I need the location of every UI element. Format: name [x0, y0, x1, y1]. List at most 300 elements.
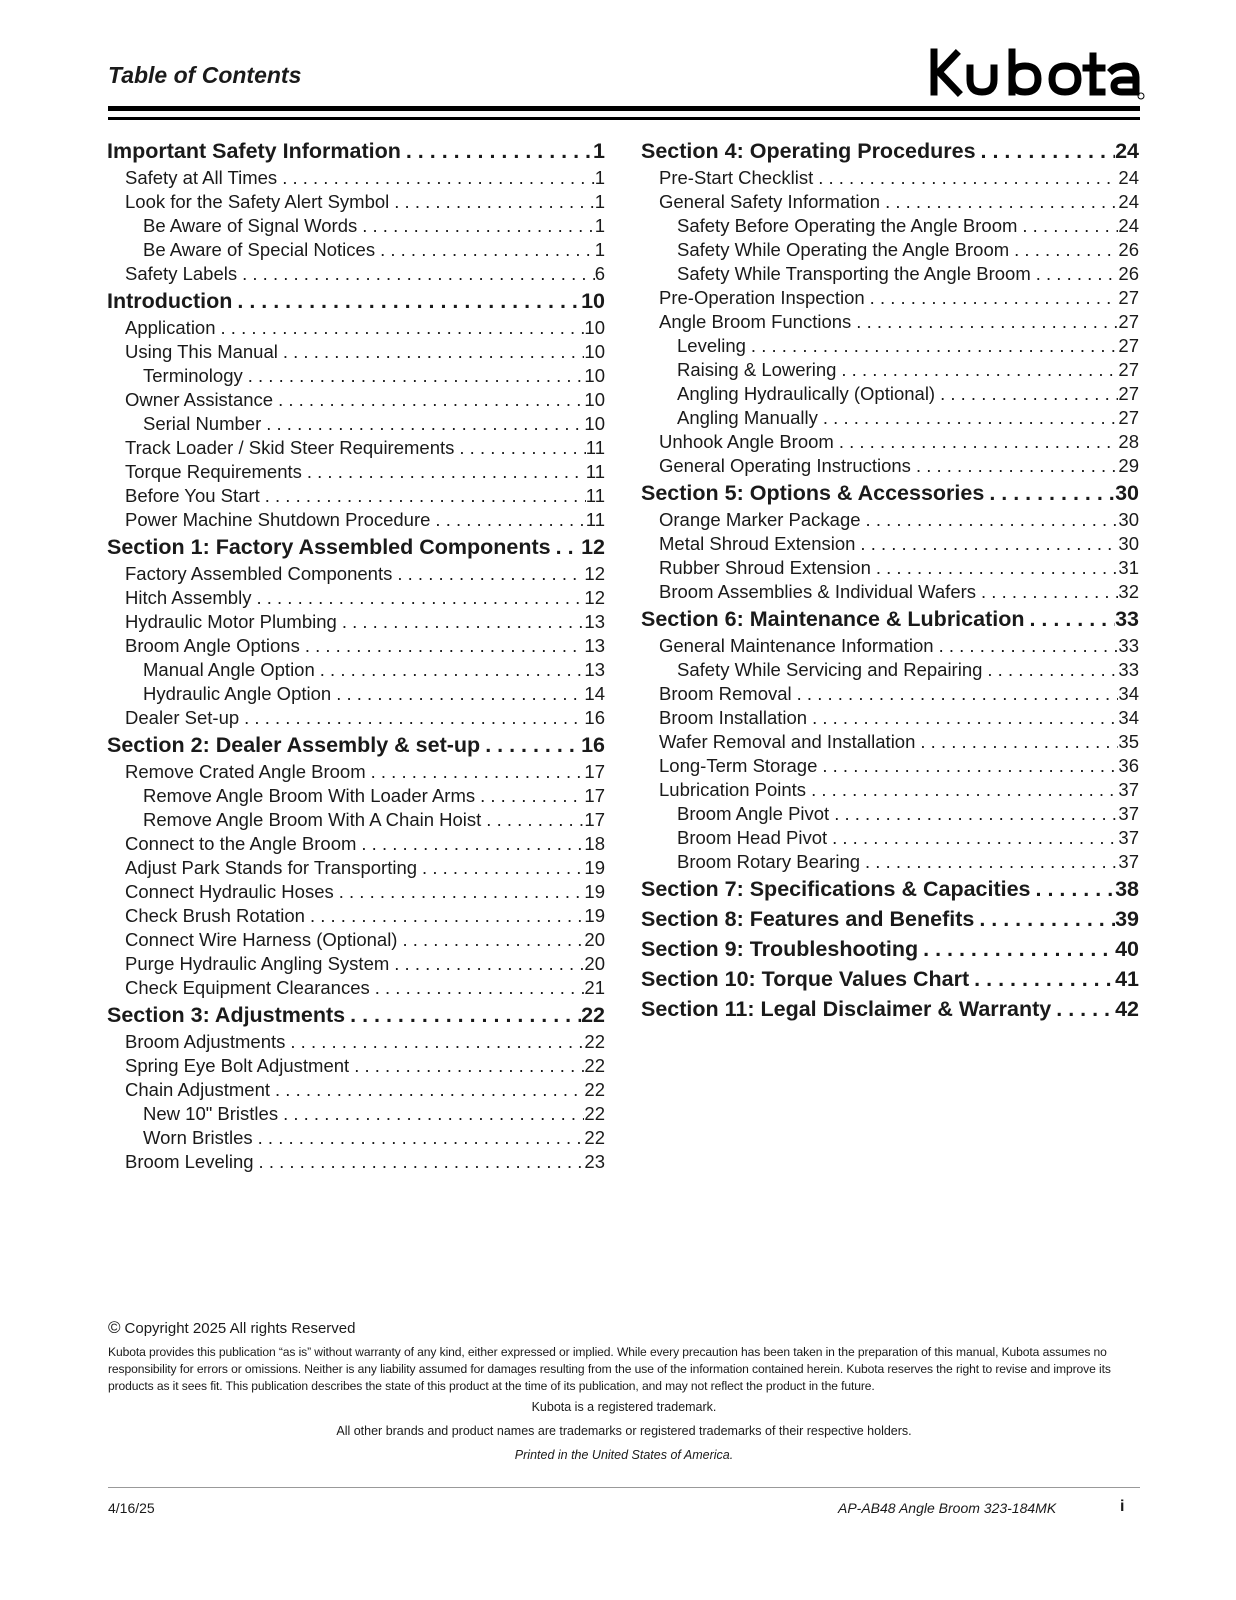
- toc-section-entry[interactable]: [107, 532, 605, 562]
- toc-entry[interactable]: [107, 436, 605, 460]
- toc-entry[interactable]: [107, 928, 605, 952]
- toc-leader-dots: [1024, 604, 1115, 634]
- toc-entry-page: 16: [584, 707, 605, 728]
- toc-entry[interactable]: [107, 316, 605, 340]
- toc-entry-title: Broom Assemblies & Individual Wafers: [659, 581, 977, 602]
- toc-entry[interactable]: [641, 802, 1139, 826]
- toc-entry-page: 19: [584, 857, 605, 878]
- toc-section-entry[interactable]: [641, 904, 1139, 934]
- toc-entry-page: 27: [1118, 407, 1139, 428]
- toc-entry-title: Raising & Lowering: [677, 359, 837, 380]
- toc-entry[interactable]: [107, 562, 605, 586]
- toc-entry-page: 22: [584, 1103, 605, 1124]
- toc-leader-dots: [375, 238, 595, 262]
- footer-document-id: AP-AB48 Angle Broom 323-184MK: [838, 1500, 1057, 1516]
- toc-section-entry[interactable]: [641, 964, 1139, 994]
- toc-entry[interactable]: [641, 850, 1139, 874]
- toc-leader-dots: [792, 682, 1119, 706]
- toc-entry-title: Important Safety Information: [107, 139, 401, 163]
- toc-entry-page: 37: [1118, 803, 1139, 824]
- kubota-logo-mark: [926, 46, 1146, 104]
- toc-leader-dots: [370, 976, 585, 1000]
- toc-entry-page: 32: [1118, 581, 1139, 602]
- toc-entry-page: 11: [585, 509, 605, 530]
- toc-leader-dots: [366, 760, 585, 784]
- copyright-text: Copyright 2025 All rights Reserved: [124, 1320, 356, 1337]
- toc-entry[interactable]: [107, 364, 605, 388]
- toc-entry-page: 31: [1118, 557, 1139, 578]
- toc-leader-dots: [216, 316, 585, 340]
- toc-leader-dots: [860, 850, 1118, 874]
- toc-leader-dots: [253, 1126, 585, 1150]
- toc-entry[interactable]: [641, 190, 1139, 214]
- toc-leader-dots: [232, 286, 581, 316]
- toc-leader-dots: [836, 358, 1118, 382]
- toc-entry-title: Hitch Assembly: [125, 587, 252, 608]
- toc-entry-page: 16: [581, 733, 605, 757]
- toc-entry-page: 38: [1115, 877, 1139, 901]
- toc-section-entry[interactable]: [641, 994, 1139, 1024]
- toc-entry-title: Section 8: Features and Benefits: [641, 907, 975, 931]
- toc-entry-title: Check Equipment Clearances: [125, 977, 370, 998]
- toc-leader-dots: [1009, 238, 1118, 262]
- toc-entry-title: Manual Angle Option: [143, 659, 315, 680]
- toc-entry-title: Broom Adjustments: [125, 1031, 286, 1052]
- toc-entry-title: Serial Number: [143, 413, 262, 434]
- toc-entry-page: 36: [1118, 755, 1139, 776]
- toc-entry-page: 22: [584, 1031, 605, 1052]
- toc-entry[interactable]: [107, 952, 605, 976]
- toc-entry-title: Remove Crated Angle Broom: [125, 761, 366, 782]
- toc-entry-page: 27: [1118, 311, 1139, 332]
- toc-entry[interactable]: [107, 262, 605, 286]
- toc-entry-page: 12: [581, 535, 605, 559]
- toc-entry[interactable]: [641, 730, 1139, 754]
- toc-entry-title: Purge Hydraulic Angling System: [125, 953, 390, 974]
- toc-entry[interactable]: [641, 658, 1139, 682]
- toc-entry-page: 24: [1118, 167, 1139, 188]
- toc-entry-page: 12: [584, 563, 605, 584]
- toc-entry-page: 1: [593, 139, 605, 163]
- toc-leader-dots: [300, 634, 585, 658]
- toc-entry-page: 6: [594, 263, 605, 284]
- toc-entry-title: Orange Marker Package: [659, 509, 861, 530]
- toc-leader-dots: [337, 610, 585, 634]
- toc-entry-title: Unhook Angle Broom: [659, 431, 834, 452]
- toc-leader-dots: [278, 1102, 584, 1126]
- toc-leader-dots: [397, 928, 584, 952]
- toc-entry-title: Broom Removal: [659, 683, 792, 704]
- toc-entry[interactable]: [641, 580, 1139, 604]
- toc-entry[interactable]: [107, 856, 605, 880]
- toc-entry[interactable]: [641, 334, 1139, 358]
- toc-leader-dots: [1031, 874, 1116, 904]
- toc-entry-title: Section 2: Dealer Assembly & set-up: [107, 733, 481, 757]
- toc-entry-page: 1: [594, 215, 605, 236]
- toc-entry-page: 37: [1118, 827, 1139, 848]
- toc-entry-page: 30: [1118, 509, 1139, 530]
- toc-leader-dots: [1017, 214, 1118, 238]
- toc-entry-title: Dealer Set-up: [125, 707, 240, 728]
- toc-leader-dots: [1051, 994, 1115, 1024]
- toc-leader-dots: [915, 730, 1118, 754]
- toc-entry-title: Section 4: Operating Procedures: [641, 139, 976, 163]
- toc-entry[interactable]: [641, 826, 1139, 850]
- toc-leader-dots: [918, 934, 1115, 964]
- toc-leader-dots: [237, 262, 595, 286]
- toc-leader-dots: [817, 754, 1118, 778]
- toc-entry-title: Broom Angle Options: [125, 635, 300, 656]
- toc-leader-dots: [315, 658, 585, 682]
- toc-leader-dots: [871, 556, 1119, 580]
- toc-entry[interactable]: [107, 238, 605, 262]
- toc-entry-title: New 10" Bristles: [143, 1103, 279, 1124]
- toc-entry[interactable]: [641, 508, 1139, 532]
- toc-entry[interactable]: [107, 976, 605, 1000]
- toc-entry[interactable]: [641, 454, 1139, 478]
- toc-leader-dots: [349, 1054, 584, 1078]
- toc-section-entry[interactable]: [107, 730, 605, 760]
- toc-entry[interactable]: [107, 460, 605, 484]
- toc-entry-title: Safety Before Operating the Angle Broom: [677, 215, 1018, 236]
- toc-entry[interactable]: [641, 382, 1139, 406]
- toc-entry-title: Angling Hydraulically (Optional): [677, 383, 936, 404]
- toc-section-entry[interactable]: [107, 1000, 605, 1030]
- disclaimer-paragraph: Kubota provides this publication “as is” without warranty of any kind, either expressed or implied. While every precaution has been taken in the preparation of this manual, Kubota assumes no responsibility for errors or omissions. Neither is any liability assumed for damages resulting from the use of the information contained herein. Kubota reserves the right to revise and improve its products as it sees fit. This publication describes the state of this product at the time of its publication, and may not reflect the product in the future.: [108, 1345, 1111, 1393]
- footer-page-number: i: [1120, 1498, 1125, 1515]
- toc-entry-page: 27: [1118, 335, 1139, 356]
- toc-entry-page: 17: [584, 785, 605, 806]
- toc-entry[interactable]: [641, 214, 1139, 238]
- toc-leader-dots: [454, 436, 585, 460]
- toc-entry[interactable]: [641, 754, 1139, 778]
- footer-rule: [108, 1487, 1140, 1488]
- toc-entry-title: Check Brush Rotation: [125, 905, 305, 926]
- toc-leader-dots: [278, 340, 585, 364]
- toc-entry-title: Track Loader / Skid Steer Requirements: [125, 437, 455, 458]
- toc-entry-page: 26: [1118, 239, 1139, 260]
- toc-entry[interactable]: [107, 586, 605, 610]
- toc-column-left: [107, 136, 605, 1174]
- toc-entry-page: 39: [1115, 907, 1139, 931]
- other-brands-notice: All other brands and product names are trademarks or registered trademarks of their respective holders.: [336, 1424, 912, 1438]
- toc-entry-title: Angling Manually: [677, 407, 818, 428]
- toc-entry[interactable]: [107, 214, 605, 238]
- toc-entry-title: Remove Angle Broom With Loader Arms: [143, 785, 476, 806]
- toc-entry-page: 22: [584, 1127, 605, 1148]
- toc-entry-page: 33: [1118, 659, 1139, 680]
- toc-entry-page: 28: [1118, 431, 1139, 452]
- toc-leader-dots: [392, 562, 584, 586]
- toc-entry-title: Section 11: Legal Disclaimer & Warranty: [641, 997, 1052, 1021]
- toc-entry[interactable]: [107, 760, 605, 784]
- toc-section-entry[interactable]: [641, 136, 1139, 166]
- toc-entry[interactable]: [641, 286, 1139, 310]
- toc-entry[interactable]: [107, 190, 605, 214]
- toc-leader-dots: [829, 802, 1118, 826]
- toc-leader-dots: [251, 586, 584, 610]
- toc-entry-title: Safety While Operating the Angle Broom: [677, 239, 1010, 260]
- toc-entry[interactable]: [107, 808, 605, 832]
- toc-leader-dots: [934, 634, 1119, 658]
- toc-entry-title: Broom Rotary Bearing: [677, 851, 861, 872]
- toc-entry[interactable]: [107, 1030, 605, 1054]
- toc-leader-dots: [480, 730, 581, 760]
- toc-leader-dots: [827, 826, 1118, 850]
- toc-entry-title: Torque Requirements: [125, 461, 302, 482]
- toc-entry-page: 20: [584, 953, 605, 974]
- toc-entry-page: 30: [1115, 481, 1139, 505]
- kubota-logo: [926, 46, 1146, 104]
- toc-leader-dots: [880, 190, 1118, 214]
- toc-entry-title: Hydraulic Angle Option: [143, 683, 332, 704]
- toc-entry-title: Broom Head Pivot: [677, 827, 828, 848]
- toc-entry[interactable]: [107, 1102, 605, 1126]
- toc-entry-page: 24: [1115, 139, 1139, 163]
- toc-entry-title: Power Machine Shutdown Procedure: [125, 509, 431, 530]
- toc-entry[interactable]: [641, 406, 1139, 430]
- toc-entry[interactable]: [107, 610, 605, 634]
- toc-entry-title: Introduction: [107, 289, 233, 313]
- toc-entry-page: 37: [1118, 851, 1139, 872]
- toc-entry-page: 24: [1118, 191, 1139, 212]
- toc-entry-title: Section 1: Factory Assembled Components: [107, 535, 551, 559]
- toc-entry-title: Metal Shroud Extension: [659, 533, 856, 554]
- toc-leader-dots: [401, 136, 593, 166]
- toc-entry-title: Section 9: Troubleshooting: [641, 937, 919, 961]
- toc-leader-dots: [976, 580, 1118, 604]
- toc-section-entry[interactable]: [107, 136, 605, 166]
- toc-entry[interactable]: [641, 358, 1139, 382]
- toc-leader-dots: [430, 508, 585, 532]
- copyright-line: [108, 1318, 356, 1338]
- toc-entry-title: Hydraulic Motor Plumbing: [125, 611, 337, 632]
- toc-entry-page: 10: [581, 289, 605, 313]
- toc-leader-dots: [551, 532, 581, 562]
- toc-entry-title: Remove Angle Broom With A Chain Hoist: [143, 809, 482, 830]
- toc-entry[interactable]: [107, 1126, 605, 1150]
- toc-entry-title: Application: [125, 317, 216, 338]
- toc-entry-title: Be Aware of Signal Words: [143, 215, 358, 236]
- toc-entry-title: Spring Eye Bolt Adjustment: [125, 1055, 350, 1076]
- header-rule-thin: [108, 117, 1140, 120]
- toc-entry-page: 29: [1118, 455, 1139, 476]
- toc-leader-dots: [243, 364, 585, 388]
- toc-entry[interactable]: [641, 430, 1139, 454]
- toc-entry-title: Safety at All Times: [125, 167, 278, 188]
- toc-leader-dots: [818, 406, 1119, 430]
- toc-leader-dots: [356, 832, 584, 856]
- toc-entry[interactable]: [641, 634, 1139, 658]
- toc-entry-page: 1: [594, 191, 605, 212]
- toc-leader-dots: [345, 1000, 581, 1030]
- toc-entry-page: 41: [1115, 967, 1139, 991]
- toc-entry-page: 37: [1118, 779, 1139, 800]
- toc-entry-title: General Safety Information: [659, 191, 881, 212]
- toc-entry-page: 22: [584, 1055, 605, 1076]
- toc-entry-page: 35: [1118, 731, 1139, 752]
- toc-entry-page: 1: [594, 239, 605, 260]
- toc-entry-page: 13: [584, 635, 605, 656]
- toc-entry[interactable]: [107, 340, 605, 364]
- toc-leader-dots: [974, 904, 1115, 934]
- toc-entry-title: Lubrication Points: [659, 779, 807, 800]
- toc-entry-title: Look for the Safety Alert Symbol: [125, 191, 390, 212]
- toc-leader-dots: [813, 166, 1118, 190]
- toc-entry-title: Owner Assistance: [125, 389, 274, 410]
- toc-entry-title: Broom Leveling: [125, 1151, 254, 1172]
- toc-entry-page: 33: [1118, 635, 1139, 656]
- toc-entry[interactable]: [107, 682, 605, 706]
- toc-entry-page: 40: [1115, 937, 1139, 961]
- toc-entry-page: 13: [584, 659, 605, 680]
- toc-entry-page: 22: [584, 1079, 605, 1100]
- toc-entry-title: Angle Broom Functions: [659, 311, 852, 332]
- toc-entry-title: Worn Bristles: [143, 1127, 253, 1148]
- toc-leader-dots: [389, 190, 594, 214]
- toc-entry-title: Safety While Transporting the Angle Broom: [677, 263, 1031, 284]
- toc-entry-title: General Maintenance Information: [659, 635, 934, 656]
- toc-entry-page: 10: [584, 389, 605, 410]
- toc-entry-page: 19: [584, 881, 605, 902]
- toc-entry[interactable]: [107, 388, 605, 412]
- toc-entry-page: 13: [584, 611, 605, 632]
- toc-entry-page: 11: [585, 437, 605, 458]
- toc-entry-title: Section 3: Adjustments: [107, 1003, 346, 1027]
- toc-entry[interactable]: [107, 484, 605, 508]
- toc-entry[interactable]: [107, 412, 605, 436]
- toc-entry[interactable]: [107, 166, 605, 190]
- toc-entry-title: Long-Term Storage: [659, 755, 818, 776]
- toc-leader-dots: [935, 382, 1118, 406]
- toc-entry-page: 11: [585, 485, 605, 506]
- toc-entry-title: Chain Adjustment: [125, 1079, 271, 1100]
- toc-entry-page: 17: [584, 761, 605, 782]
- toc-leader-dots: [911, 454, 1118, 478]
- toc-entry-title: Before You Start: [125, 485, 260, 506]
- toc-entry-page: 23: [584, 1151, 605, 1172]
- toc-entry-page: 24: [1118, 215, 1139, 236]
- toc-column-right: [641, 136, 1139, 1024]
- toc-entry-title: Leveling: [677, 335, 746, 356]
- toc-entry-page: 27: [1118, 383, 1139, 404]
- toc-leader-dots: [984, 478, 1115, 508]
- toc-leader-dots: [302, 460, 586, 484]
- toc-entry[interactable]: [107, 784, 605, 808]
- toc-entry-page: 1: [594, 167, 605, 188]
- toc-entry-page: 20: [584, 929, 605, 950]
- toc-section-entry[interactable]: [107, 286, 605, 316]
- toc-leader-dots: [305, 904, 584, 928]
- toc-entry[interactable]: [641, 706, 1139, 730]
- toc-leader-dots: [475, 784, 584, 808]
- toc-entry-title: Section 6: Maintenance & Lubrication: [641, 607, 1025, 631]
- toc-leader-dots: [834, 430, 1119, 454]
- toc-entry[interactable]: [107, 1078, 605, 1102]
- toc-entry-page: 42: [1115, 997, 1139, 1021]
- toc-entry[interactable]: [107, 1150, 605, 1174]
- toc-entry[interactable]: [107, 880, 605, 904]
- toc-leader-dots: [254, 1150, 585, 1174]
- toc-entry-title: Using This Manual: [125, 341, 278, 362]
- toc-leader-dots: [273, 388, 584, 412]
- toc-leader-dots: [260, 484, 586, 508]
- toc-entry-title: Section 7: Specifications & Capacities: [641, 877, 1031, 901]
- printed-notice: Printed in the United States of America.: [514, 1448, 734, 1462]
- toc-leader-dots: [285, 1030, 584, 1054]
- toc-entry-title: Factory Assembled Components: [125, 563, 393, 584]
- toc-entry[interactable]: [641, 262, 1139, 286]
- toc-entry[interactable]: [641, 778, 1139, 802]
- toc-section-entry[interactable]: [641, 874, 1139, 904]
- toc-leader-dots: [239, 706, 584, 730]
- toc-entry-page: 14: [584, 683, 605, 704]
- toc-entry-title: General Operating Instructions: [659, 455, 911, 476]
- toc-entry-page: 30: [1118, 533, 1139, 554]
- header-rule-thick: [108, 106, 1140, 111]
- toc-entry[interactable]: [107, 706, 605, 730]
- page-title: Table of Contents: [108, 62, 302, 88]
- toc-entry-title: Be Aware of Special Notices: [143, 239, 376, 260]
- toc-entry-page: 27: [1118, 287, 1139, 308]
- toc-entry-page: 34: [1118, 707, 1139, 728]
- toc-leader-dots: [976, 136, 1116, 166]
- toc-entry-page: 10: [584, 365, 605, 386]
- toc-entry-page: 34: [1118, 683, 1139, 704]
- toc-entry-title: Safety Labels: [125, 263, 238, 284]
- toc-entry[interactable]: [107, 904, 605, 928]
- toc-entry[interactable]: [641, 556, 1139, 580]
- toc-leader-dots: [851, 310, 1118, 334]
- toc-section-entry[interactable]: [641, 934, 1139, 964]
- toc-entry[interactable]: [641, 310, 1139, 334]
- toc-entry-title: Wafer Removal and Installation: [659, 731, 916, 752]
- toc-entry[interactable]: [641, 238, 1139, 262]
- toc-entry-page: 26: [1118, 263, 1139, 284]
- toc-entry[interactable]: [641, 682, 1139, 706]
- toc-entry-page: 27: [1118, 359, 1139, 380]
- toc-leader-dots: [261, 412, 584, 436]
- toc-entry[interactable]: [641, 166, 1139, 190]
- toc-leader-dots: [982, 658, 1118, 682]
- toc-entry[interactable]: [641, 532, 1139, 556]
- toc-entry-page: 17: [584, 809, 605, 830]
- toc-leader-dots: [270, 1078, 584, 1102]
- toc-leader-dots: [334, 880, 585, 904]
- toc-entry[interactable]: [107, 1054, 605, 1078]
- toc-leader-dots: [861, 508, 1119, 532]
- toc-leader-dots: [806, 778, 1118, 802]
- toc-entry[interactable]: [107, 832, 605, 856]
- toc-entry-page: 18: [584, 833, 605, 854]
- toc-leader-dots: [357, 214, 594, 238]
- toc-section-entry[interactable]: [641, 604, 1139, 634]
- toc-entry-page: 10: [584, 341, 605, 362]
- toc-entry[interactable]: [107, 508, 605, 532]
- toc-entry-page: 12: [584, 587, 605, 608]
- toc-entry-title: Adjust Park Stands for Transporting: [125, 857, 418, 878]
- toc-leader-dots: [1031, 262, 1119, 286]
- toc-entry[interactable]: [107, 634, 605, 658]
- toc-entry-page: 22: [581, 1003, 605, 1027]
- toc-entry-title: Broom Angle Pivot: [677, 803, 830, 824]
- toc-entry[interactable]: [107, 658, 605, 682]
- toc-section-entry[interactable]: [641, 478, 1139, 508]
- toc-entry-title: Pre-Operation Inspection: [659, 287, 865, 308]
- copyright-symbol: ©: [108, 1318, 121, 1337]
- toc-entry-title: Section 5: Options & Accessories: [641, 481, 985, 505]
- toc-entry-page: 21: [584, 977, 605, 998]
